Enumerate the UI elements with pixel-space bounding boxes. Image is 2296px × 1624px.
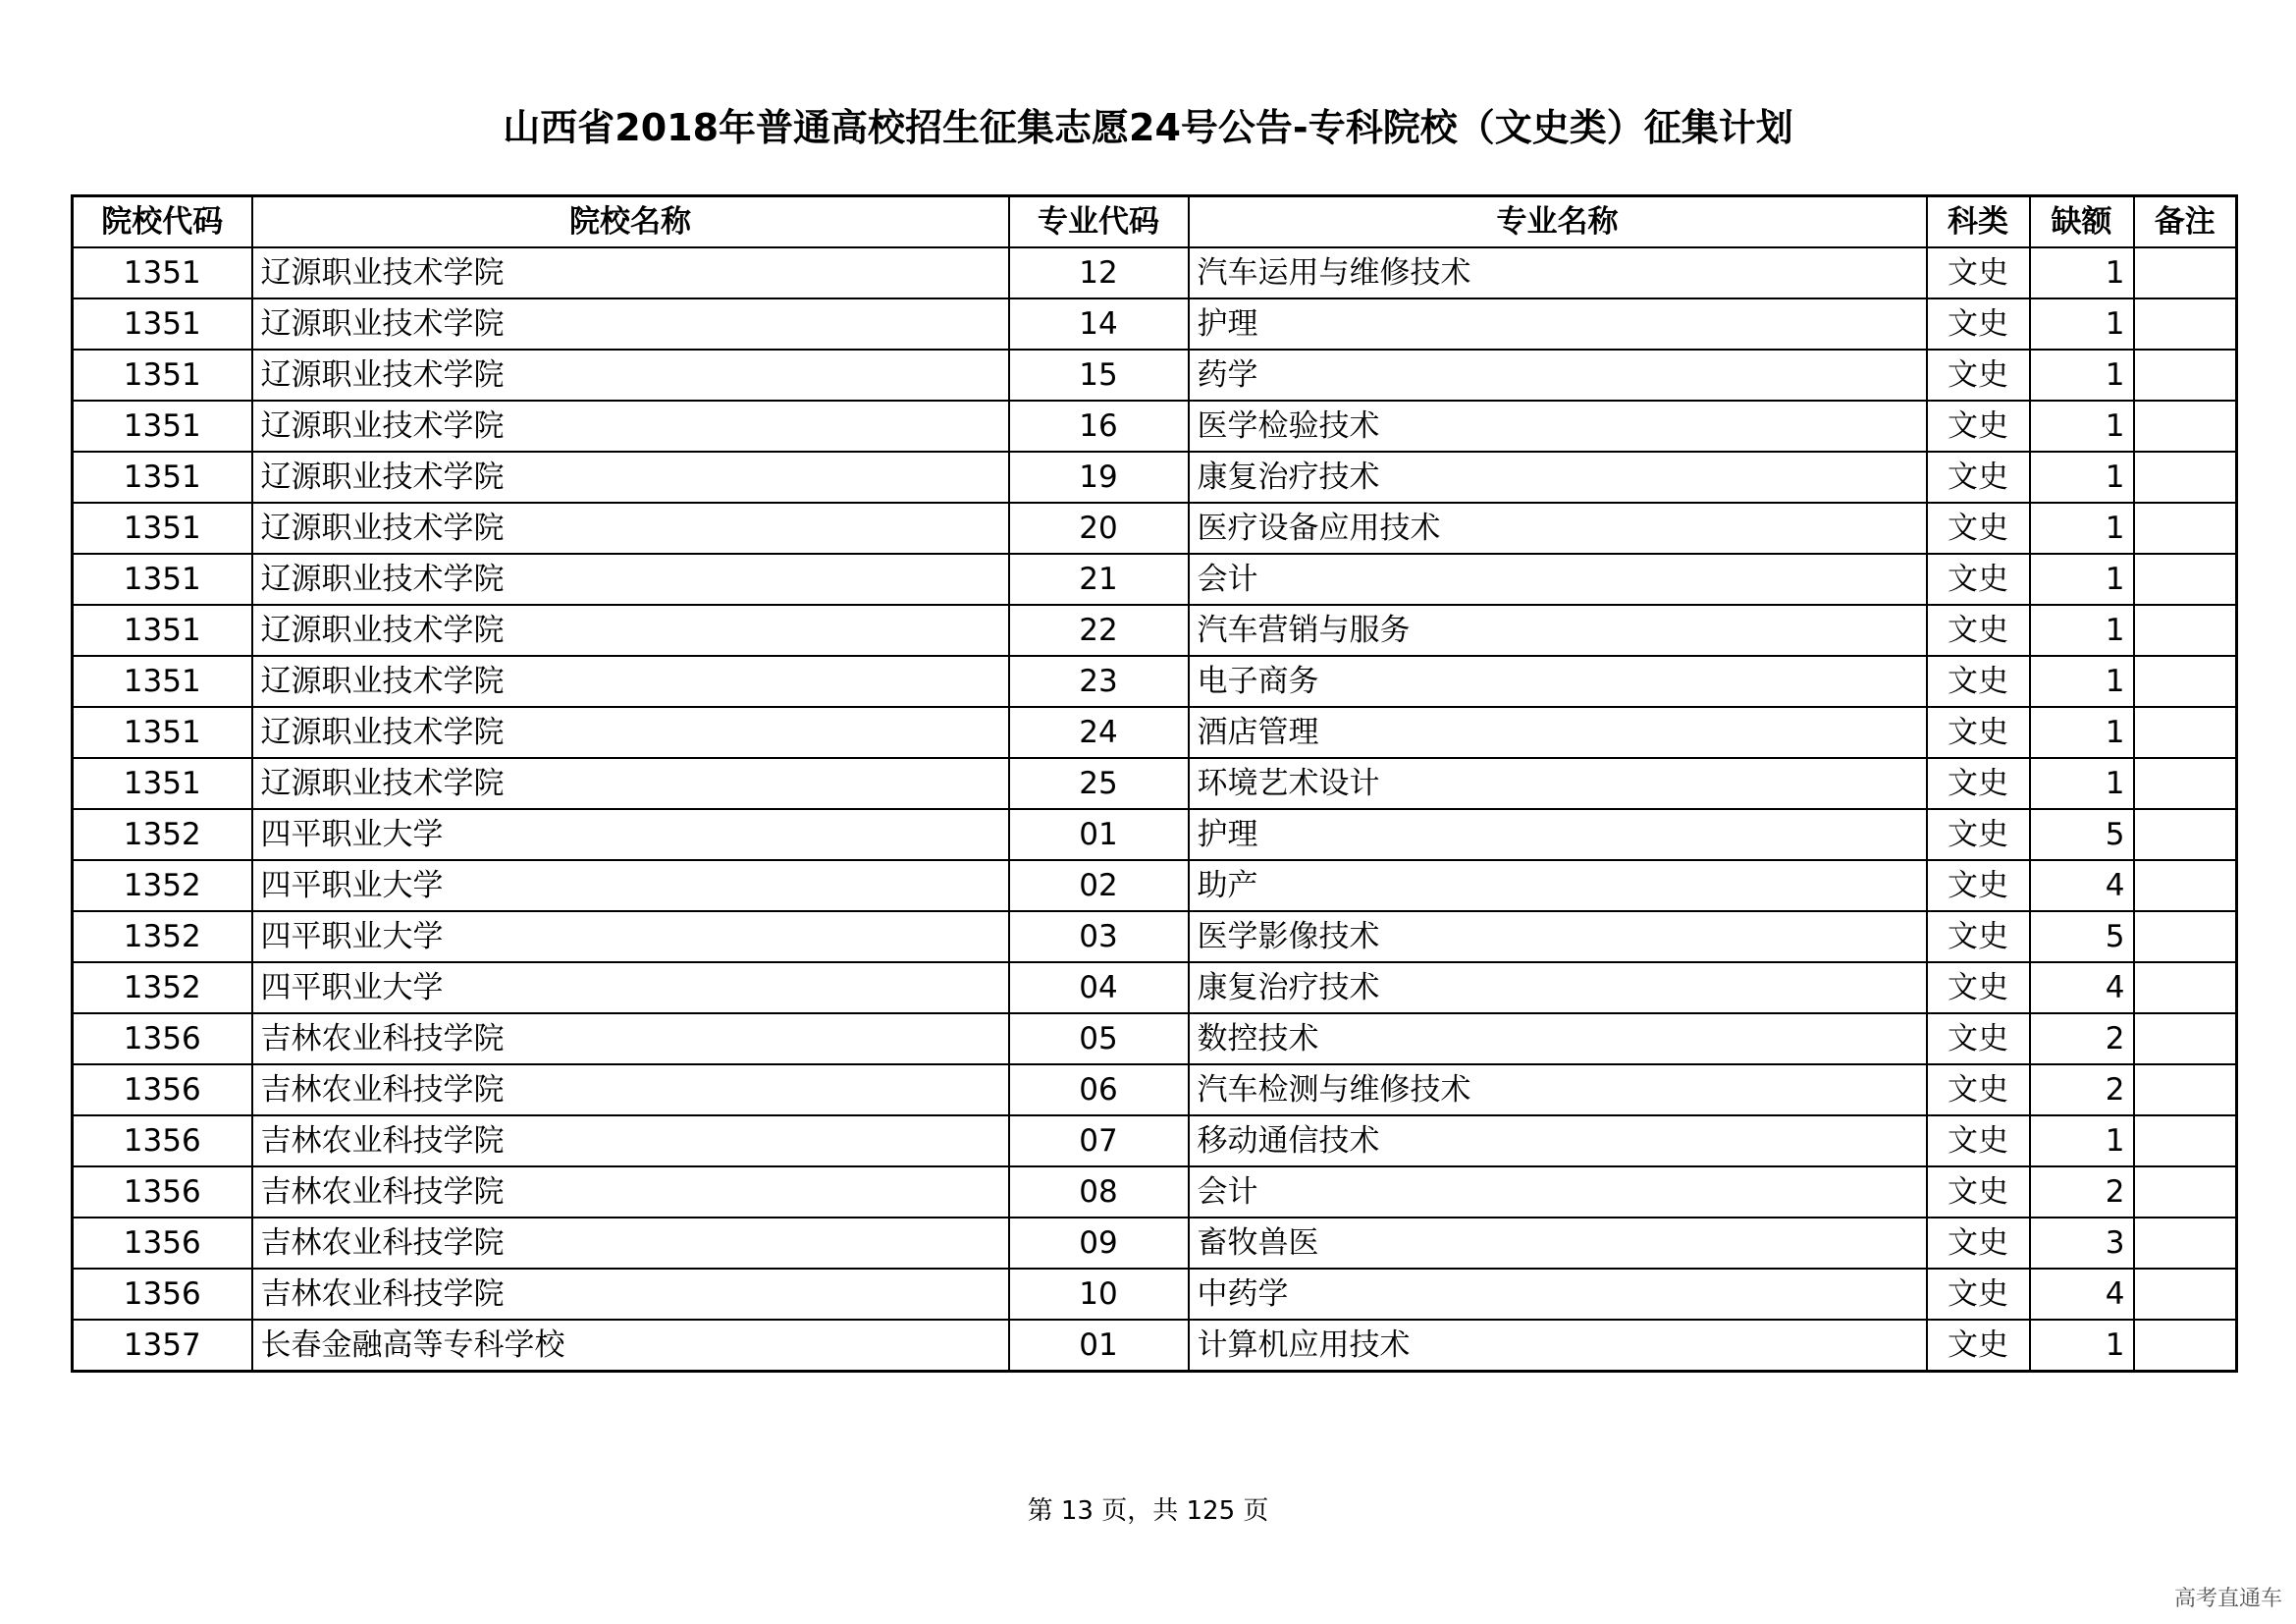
cell-major-code: 23 (1009, 656, 1189, 707)
cell-school-code: 1351 (73, 605, 252, 656)
cell-school-code: 1356 (73, 1166, 252, 1218)
cell-school-code: 1356 (73, 1013, 252, 1064)
cell-remarks (2134, 605, 2237, 656)
header-quota: 缺额 (2030, 196, 2134, 248)
cell-remarks (2134, 962, 2237, 1013)
cell-remarks (2134, 1115, 2237, 1166)
cell-school-name: 辽源职业技术学院 (252, 298, 1009, 350)
header-category: 科类 (1927, 196, 2030, 248)
cell-quota: 4 (2030, 1269, 2134, 1320)
table-row (73, 247, 2237, 298)
cell-quota: 1 (2030, 554, 2134, 605)
cell-major-name: 环境艺术设计 (1189, 758, 1927, 809)
cell-school-code: 1351 (73, 503, 252, 554)
cell-quota: 2 (2030, 1166, 2134, 1218)
table-row (73, 1320, 2237, 1372)
cell-major-code: 14 (1009, 298, 1189, 350)
cell-school-name: 辽源职业技术学院 (252, 758, 1009, 809)
cell-major-code: 04 (1009, 962, 1189, 1013)
cell-major-name: 药学 (1189, 350, 1927, 401)
table-row (73, 707, 2237, 758)
cell-major-code: 06 (1009, 1064, 1189, 1115)
cell-school-code: 1356 (73, 1269, 252, 1320)
cell-remarks (2134, 911, 2237, 962)
cell-remarks (2134, 298, 2237, 350)
cell-category: 文史 (1927, 350, 2030, 401)
cell-major-name: 会计 (1189, 1166, 1927, 1218)
cell-remarks (2134, 1320, 2237, 1372)
cell-major-name: 移动通信技术 (1189, 1115, 1927, 1166)
cell-quota: 4 (2030, 860, 2134, 911)
cell-major-code: 15 (1009, 350, 1189, 401)
cell-major-name: 电子商务 (1189, 656, 1927, 707)
cell-remarks (2134, 707, 2237, 758)
cell-school-code: 1357 (73, 1320, 252, 1372)
cell-school-code: 1351 (73, 401, 252, 452)
cell-major-code: 05 (1009, 1013, 1189, 1064)
cell-major-code: 19 (1009, 452, 1189, 503)
cell-major-name: 康复治疗技术 (1189, 452, 1927, 503)
cell-remarks (2134, 1064, 2237, 1115)
cell-school-code: 1351 (73, 247, 252, 298)
watermark: 高考直通车 (2173, 1587, 2282, 1611)
table-row (73, 503, 2237, 554)
table-row (73, 1115, 2237, 1166)
cell-category: 文史 (1927, 1320, 2030, 1372)
table-row (73, 860, 2237, 911)
cell-school-name: 辽源职业技术学院 (252, 707, 1009, 758)
cell-school-name: 辽源职业技术学院 (252, 605, 1009, 656)
cell-school-name: 长春金融高等专科学校 (252, 1320, 1009, 1372)
enrollment-plan-table (71, 194, 2238, 1373)
cell-school-name: 辽源职业技术学院 (252, 401, 1009, 452)
cell-major-code: 20 (1009, 503, 1189, 554)
cell-remarks (2134, 1269, 2237, 1320)
cell-school-name: 吉林农业科技学院 (252, 1269, 1009, 1320)
cell-major-code: 16 (1009, 401, 1189, 452)
table-row (73, 298, 2237, 350)
cell-school-name: 辽源职业技术学院 (252, 247, 1009, 298)
cell-school-name: 四平职业大学 (252, 911, 1009, 962)
cell-remarks (2134, 503, 2237, 554)
cell-major-code: 02 (1009, 860, 1189, 911)
cell-category: 文史 (1927, 1115, 2030, 1166)
cell-major-name: 医学检验技术 (1189, 401, 1927, 452)
cell-category: 文史 (1927, 911, 2030, 962)
cell-major-name: 计算机应用技术 (1189, 1320, 1927, 1372)
cell-school-name: 四平职业大学 (252, 809, 1009, 860)
cell-major-code: 01 (1009, 809, 1189, 860)
table-row (73, 1166, 2237, 1218)
cell-school-name: 四平职业大学 (252, 860, 1009, 911)
cell-school-code: 1352 (73, 962, 252, 1013)
cell-category: 文史 (1927, 401, 2030, 452)
cell-major-code: 08 (1009, 1166, 1189, 1218)
cell-category: 文史 (1927, 1218, 2030, 1269)
cell-major-name: 医疗设备应用技术 (1189, 503, 1927, 554)
cell-school-name: 四平职业大学 (252, 962, 1009, 1013)
table-row (73, 1013, 2237, 1064)
cell-school-code: 1351 (73, 298, 252, 350)
cell-quota: 1 (2030, 1320, 2134, 1372)
cell-category: 文史 (1927, 656, 2030, 707)
cell-quota: 1 (2030, 350, 2134, 401)
cell-quota: 1 (2030, 298, 2134, 350)
cell-quota: 5 (2030, 911, 2134, 962)
cell-remarks (2134, 554, 2237, 605)
cell-quota: 4 (2030, 962, 2134, 1013)
table-row (73, 401, 2237, 452)
header-major-name: 专业名称 (1189, 196, 1927, 248)
cell-category: 文史 (1927, 809, 2030, 860)
cell-school-code: 1352 (73, 860, 252, 911)
page-footer: 第 13 页，共 125 页 (1027, 1496, 1269, 1526)
cell-remarks (2134, 452, 2237, 503)
cell-remarks (2134, 758, 2237, 809)
cell-school-code: 1351 (73, 758, 252, 809)
header-remarks: 备注 (2134, 196, 2237, 248)
cell-major-code: 24 (1009, 707, 1189, 758)
table-body (73, 247, 2237, 1372)
cell-quota: 1 (2030, 656, 2134, 707)
cell-remarks (2134, 1013, 2237, 1064)
table-row (73, 911, 2237, 962)
cell-school-name: 吉林农业科技学院 (252, 1064, 1009, 1115)
cell-major-name: 汽车检测与维修技术 (1189, 1064, 1927, 1115)
cell-school-code: 1356 (73, 1115, 252, 1166)
cell-major-name: 护理 (1189, 809, 1927, 860)
cell-school-name: 辽源职业技术学院 (252, 503, 1009, 554)
cell-major-name: 汽车运用与维修技术 (1189, 247, 1927, 298)
cell-major-name: 酒店管理 (1189, 707, 1927, 758)
cell-major-code: 01 (1009, 1320, 1189, 1372)
header-school-name: 院校名称 (252, 196, 1009, 248)
cell-school-name: 辽源职业技术学院 (252, 554, 1009, 605)
cell-school-code: 1351 (73, 452, 252, 503)
cell-major-name: 医学影像技术 (1189, 911, 1927, 962)
cell-quota: 3 (2030, 1218, 2134, 1269)
cell-category: 文史 (1927, 707, 2030, 758)
cell-school-code: 1351 (73, 350, 252, 401)
cell-major-name: 畜牧兽医 (1189, 1218, 1927, 1269)
cell-category: 文史 (1927, 860, 2030, 911)
cell-school-name: 吉林农业科技学院 (252, 1013, 1009, 1064)
cell-category: 文史 (1927, 247, 2030, 298)
cell-remarks (2134, 1166, 2237, 1218)
cell-school-code: 1352 (73, 809, 252, 860)
header-major-code: 专业代码 (1009, 196, 1189, 248)
cell-quota: 1 (2030, 401, 2134, 452)
cell-school-code: 1352 (73, 911, 252, 962)
cell-category: 文史 (1927, 605, 2030, 656)
cell-major-name: 中药学 (1189, 1269, 1927, 1320)
cell-major-code: 21 (1009, 554, 1189, 605)
cell-quota: 2 (2030, 1064, 2134, 1115)
cell-school-code: 1351 (73, 656, 252, 707)
table-row (73, 452, 2237, 503)
cell-school-code: 1356 (73, 1064, 252, 1115)
cell-school-code: 1351 (73, 554, 252, 605)
cell-category: 文史 (1927, 1166, 2030, 1218)
cell-category: 文史 (1927, 962, 2030, 1013)
cell-school-code: 1351 (73, 707, 252, 758)
cell-major-code: 09 (1009, 1218, 1189, 1269)
cell-quota: 1 (2030, 1115, 2134, 1166)
cell-major-name: 助产 (1189, 860, 1927, 911)
cell-category: 文史 (1927, 452, 2030, 503)
cell-remarks (2134, 656, 2237, 707)
header-school-code: 院校代码 (73, 196, 252, 248)
cell-school-code: 1356 (73, 1218, 252, 1269)
table-row (73, 350, 2237, 401)
table-row (73, 962, 2237, 1013)
cell-school-name: 吉林农业科技学院 (252, 1115, 1009, 1166)
cell-remarks (2134, 350, 2237, 401)
cell-category: 文史 (1927, 298, 2030, 350)
cell-major-name: 康复治疗技术 (1189, 962, 1927, 1013)
cell-category: 文史 (1927, 758, 2030, 809)
table-row (73, 1269, 2237, 1320)
cell-quota: 1 (2030, 605, 2134, 656)
cell-major-code: 22 (1009, 605, 1189, 656)
cell-major-name: 会计 (1189, 554, 1927, 605)
cell-school-name: 吉林农业科技学院 (252, 1218, 1009, 1269)
cell-major-name: 护理 (1189, 298, 1927, 350)
cell-category: 文史 (1927, 1269, 2030, 1320)
cell-quota: 1 (2030, 707, 2134, 758)
table-row (73, 1218, 2237, 1269)
page-title: 山西省2018年普通高校招生征集志愿24号公告-专科院校（文史类）征集计划 (503, 106, 1793, 149)
cell-major-code: 25 (1009, 758, 1189, 809)
table-header-row (73, 196, 2237, 248)
cell-category: 文史 (1927, 554, 2030, 605)
cell-category: 文史 (1927, 1013, 2030, 1064)
cell-quota: 1 (2030, 247, 2134, 298)
cell-category: 文史 (1927, 503, 2030, 554)
cell-school-name: 辽源职业技术学院 (252, 656, 1009, 707)
cell-quota: 1 (2030, 503, 2134, 554)
cell-school-name: 辽源职业技术学院 (252, 452, 1009, 503)
cell-remarks (2134, 1218, 2237, 1269)
table-row (73, 1064, 2237, 1115)
cell-remarks (2134, 247, 2237, 298)
cell-major-code: 03 (1009, 911, 1189, 962)
cell-major-code: 12 (1009, 247, 1189, 298)
cell-school-name: 辽源职业技术学院 (252, 350, 1009, 401)
table-row (73, 554, 2237, 605)
cell-quota: 1 (2030, 452, 2134, 503)
table-row (73, 656, 2237, 707)
cell-remarks (2134, 860, 2237, 911)
cell-school-name: 吉林农业科技学院 (252, 1166, 1009, 1218)
table-row (73, 758, 2237, 809)
cell-major-code: 10 (1009, 1269, 1189, 1320)
cell-major-name: 汽车营销与服务 (1189, 605, 1927, 656)
cell-quota: 5 (2030, 809, 2134, 860)
table-row (73, 605, 2237, 656)
cell-remarks (2134, 809, 2237, 860)
cell-remarks (2134, 401, 2237, 452)
cell-major-code: 07 (1009, 1115, 1189, 1166)
cell-quota: 1 (2030, 758, 2134, 809)
cell-quota: 2 (2030, 1013, 2134, 1064)
cell-major-name: 数控技术 (1189, 1013, 1927, 1064)
table-row (73, 809, 2237, 860)
cell-category: 文史 (1927, 1064, 2030, 1115)
